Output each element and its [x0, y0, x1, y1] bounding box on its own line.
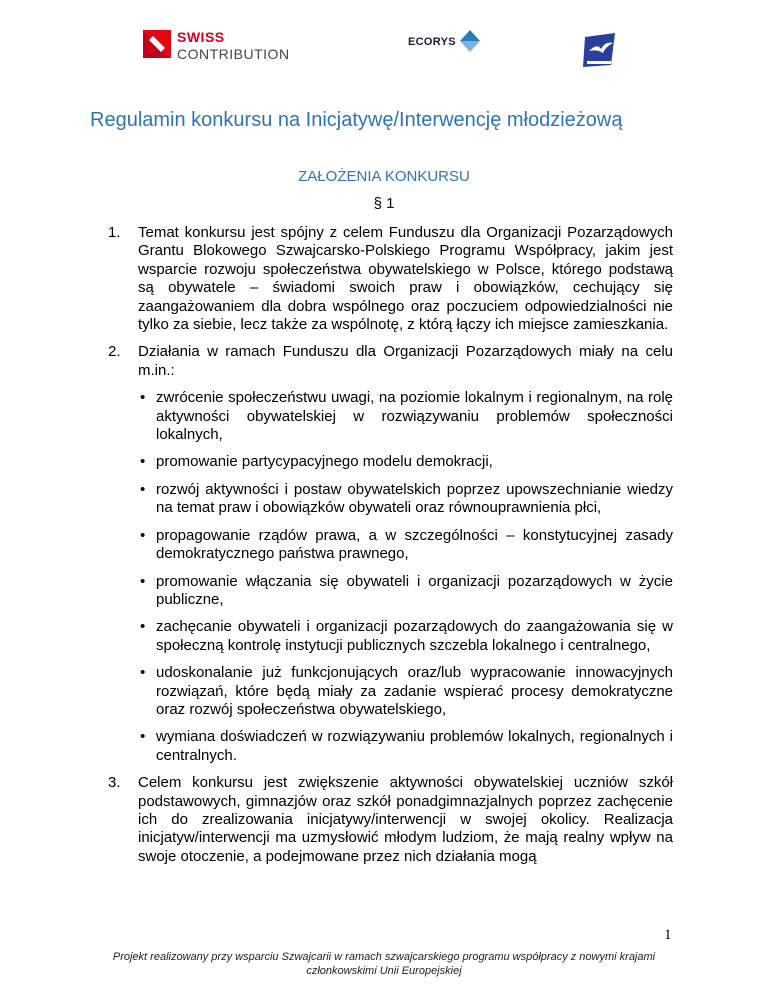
section-heading: ZAŁOŻENIA KONKURSU: [298, 168, 470, 185]
logo-bar: [0, 0, 768, 100]
paragraph-mark: § 1: [373, 195, 395, 212]
bullet-item: [108, 453, 673, 471]
ecorys-triangle-icon: [460, 30, 480, 52]
page-number: 1: [664, 927, 672, 943]
bullet-dot-icon: •: [140, 728, 146, 746]
bullet-text: propagowanie rządów prawa, a w szczególności – konstytucyjnej zasady demokratycznego państwa prawnego,: [156, 526, 673, 563]
bird-emblem-icon: [581, 33, 619, 69]
bullet-item: [108, 389, 673, 444]
bullet-text: promowanie partycypacyjnego modelu demokracji,: [156, 453, 493, 471]
bullet-dot-icon: •: [140, 480, 146, 498]
document-body: [108, 224, 673, 875]
swiss-flag-icon: [143, 30, 171, 58]
item-number: 3.: [108, 774, 121, 792]
list-item: [108, 774, 673, 866]
bullet-dot-icon: •: [140, 664, 146, 682]
bullet-text: zachęcanie obywateli i organizacji pozarządowych do zaangażowania się w społeczną kontrolę instytucji publicznych szczebla lokalnego i centralnego,: [156, 618, 673, 654]
item-number: 1.: [108, 224, 121, 241]
bullet-item: [108, 618, 673, 655]
bullet-text: wymiana doświadczeń w rozwiązywaniu problemów lokalnych, regionalnych i centralnych.: [156, 728, 673, 764]
bullet-dot-icon: •: [140, 389, 146, 407]
bullet-text: promowanie włączania się obywateli i organizacji pozarządowych w życie publiczne,: [156, 572, 673, 608]
item-text: Celem konkursu jest zwiększenie aktywności obywatelskiej uczniów szkół podstawowych, gimnazjów oraz szkół ponadgimnazjalnych poprzez zachęcenie ich do zrealizowania inicjatywy/interwencji w swojej okolicy. Realizacja inicjatyw/interwencji ma uzmysłowić młodym ludziom, że mają realny wpływ na swoje otoczenie, a podejmowane przez nich działania mogą: [138, 774, 673, 865]
bullet-text: rozwój aktywności i postaw obywatelskich poprzez upowszechnianie wiedzy na temat praw i obowiązków obywateli oraz równouprawnienia płci,: [156, 480, 673, 517]
footer-line: członkowskimi Unii Europejskiej: [306, 965, 462, 977]
document-title: Regulamin konkursu na Inicjatywę/Interwencję młodzieżową: [90, 109, 623, 131]
bullet-text: udoskonalanie już funkcjonujących oraz/lub wypracowanie innowacyjnych rozwiązań, które będą miały za zadanie wspierać procesy demokratyczne oraz rozwój społeczeństwa obywatelskiego,: [156, 664, 673, 718]
swiss-logo-line2: CONTRIBUTION: [177, 46, 290, 62]
item-text: Działania w ramach Funduszu dla Organizacji Pozarządowych miały na celu m.in.:: [138, 343, 673, 379]
bullet-item: [108, 481, 673, 518]
bullet-dot-icon: •: [140, 526, 146, 544]
bullet-item: [108, 573, 673, 610]
bullet-dot-icon: •: [140, 618, 146, 636]
swiss-contribution-logo: [143, 30, 303, 66]
bullet-item: [108, 527, 673, 564]
bullet-item: [108, 664, 673, 719]
page-footer: [0, 950, 768, 978]
item-number: 2.: [108, 343, 121, 361]
ecorys-logo-text: ECORYS: [408, 36, 456, 48]
swiss-logo-line1: SWISS: [177, 29, 225, 45]
bullet-list: [108, 389, 673, 765]
item-text: Temat konkursu jest spójny z celem Funduszu dla Organizacji Pozarządowych Grantu Blokowego Szwajcarsko-Polskiego Programu Współpracy, jakim jest wsparcie rozwoju społeczeństwa obywatelskiego w Polsce, którego podstawą są obywatele – świadomi swoich praw i obowiązków, cechujący się zaangażowaniem dla dobra wspólnego oraz poczuciem odpowiedzialności nie tylko za siebie, lecz także za wspólnotę, z którą łączy ich miejsce zamieszkania.: [138, 224, 673, 334]
bullet-dot-icon: •: [140, 572, 146, 590]
list-item: [108, 343, 673, 380]
bullet-item: [108, 728, 673, 765]
footer-line: Projekt realizowany przy wsparciu Szwajcarii w ramach szwajcarskiego programu współpracy z nowymi krajami: [112, 951, 656, 963]
list-item: [108, 224, 673, 334]
bullet-text: zwrócenie społeczeństwu uwagi, na poziomie lokalnym i regionalnym, na rolę aktywności obywatelskiej w rozwiązywaniu problemów społeczności lokalnych,: [156, 389, 673, 444]
bullet-dot-icon: •: [140, 453, 146, 471]
